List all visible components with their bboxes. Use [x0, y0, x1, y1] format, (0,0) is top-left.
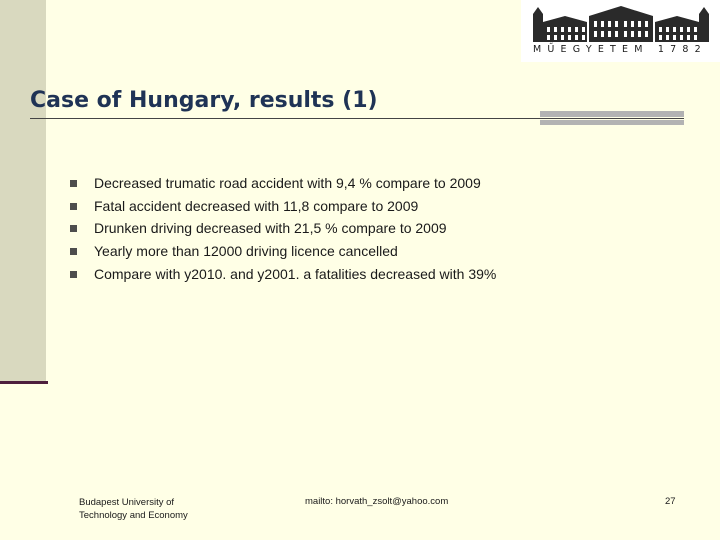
- bullet-item: [70, 172, 496, 195]
- bullet-item: [70, 195, 496, 218]
- bullet-item: [70, 263, 496, 286]
- left-sidebar-band: [0, 0, 46, 383]
- bullet-item: [70, 217, 496, 240]
- university-logo: [521, 0, 720, 62]
- sidebar-divider: [0, 381, 48, 384]
- building-icon: [531, 6, 711, 42]
- bullet-list: [70, 172, 496, 285]
- bullet-text: Fatal accident decreased with 11,8 compare to 2009: [94, 197, 419, 214]
- square-bullet-icon: [70, 225, 77, 232]
- title-accent-bar: [540, 111, 684, 117]
- bullet-text: Compare with y2010. and y2001. a fatalities decreased with 39%: [94, 265, 497, 282]
- logo-text: MŰEGYETEM 1782: [533, 44, 707, 55]
- footer-institution: [79, 496, 188, 522]
- slide-title: Case of Hungary, results (1): [30, 88, 378, 113]
- bullet-item: [70, 240, 496, 263]
- square-bullet-icon: [70, 203, 77, 210]
- page-number: 27: [665, 496, 676, 507]
- bullet-text: Yearly more than 12000 driving licence cancelled: [94, 243, 398, 260]
- footer-institution-line1: Budapest University of: [79, 497, 175, 508]
- footer-email-link[interactable]: mailto: horvath_zsolt@yahoo.com: [305, 496, 449, 507]
- square-bullet-icon: [70, 180, 77, 187]
- bullet-text: Decreased trumatic road accident with 9,4 % compare to 2009: [94, 175, 481, 191]
- title-accent-bar-lower: [540, 120, 684, 125]
- square-bullet-icon: [70, 248, 77, 255]
- square-bullet-icon: [70, 271, 77, 278]
- bullet-text: Drunken driving decreased with 21,5 % compare to 2009: [94, 220, 447, 237]
- title-underline: [30, 118, 684, 119]
- footer-institution-line2: Technology and Economy: [79, 510, 188, 521]
